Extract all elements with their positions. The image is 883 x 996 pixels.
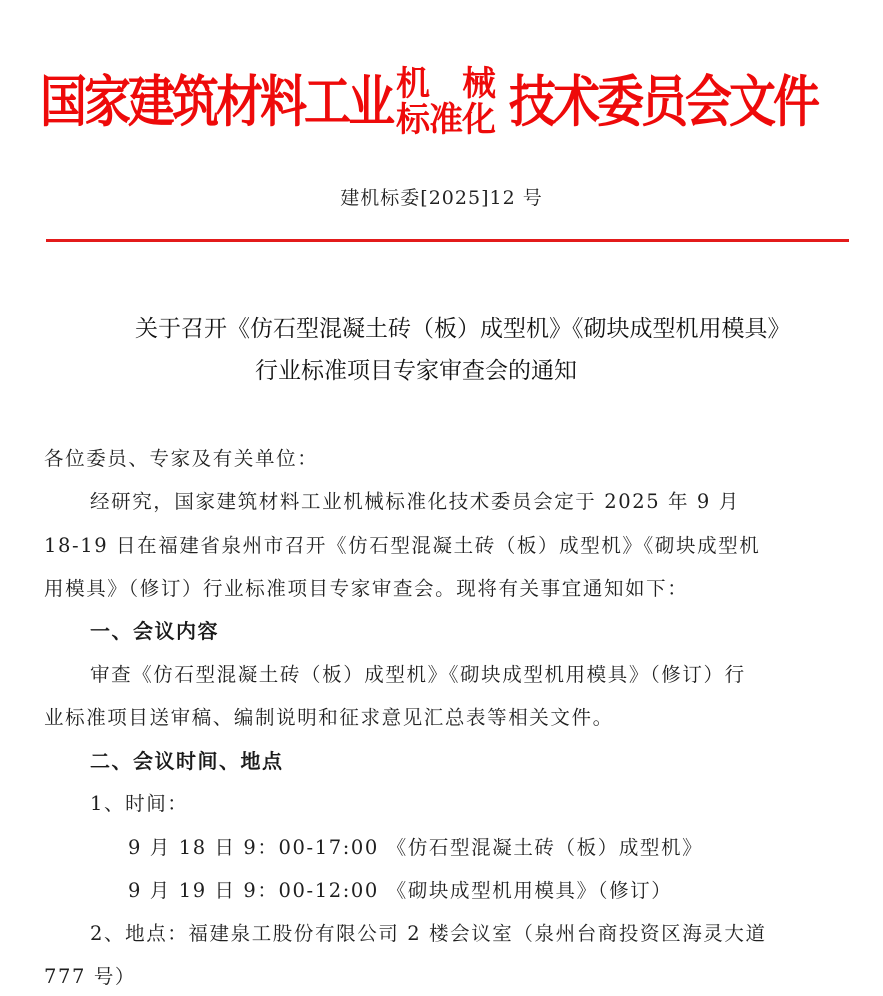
notice-title-line-1: 关于召开《仿石型混凝土砖（板）成型机》《砌块成型机用模具》 bbox=[135, 316, 791, 342]
red-divider bbox=[46, 239, 849, 242]
masthead-right: 技术委员会文件 bbox=[509, 69, 817, 135]
notice-title-line-2: 行业标准项目专家审查会的通知 bbox=[255, 358, 577, 384]
section-2-heading: 二、会议时间、地点 bbox=[90, 749, 284, 773]
masthead-stack-bottom: 标准化 bbox=[396, 100, 495, 140]
masthead-stack-top-right: 械 bbox=[462, 64, 495, 104]
masthead bbox=[40, 62, 817, 142]
section-1-line-2: 业标准项目送审稿、编制说明和征求意见汇总表等相关文件。 bbox=[44, 706, 614, 729]
section-1-line-1: 审查《仿石型混凝土砖（板）成型机》《砌块成型机用模具》（修订）行 bbox=[90, 663, 746, 686]
intro-line-1: 经研究，国家建筑材料工业机械标准化技术委员会定于 2025 年 9 月 bbox=[90, 490, 740, 513]
time-label: 1、时间： bbox=[90, 792, 189, 815]
masthead-stack-top-left: 机 bbox=[396, 64, 429, 104]
salutation: 各位委员、专家及有关单位： bbox=[44, 447, 319, 470]
location-line-2: 777 号） bbox=[44, 965, 137, 988]
location-line-1: 2、地点：福建泉工股份有限公司 2 楼会议室（泉州台商投资区海灵大道 bbox=[90, 922, 767, 945]
intro-line-3: 用模具》（修订）行业标准项目专家审查会。现将有关事宜通知如下： bbox=[44, 577, 689, 600]
section-1-heading: 一、会议内容 bbox=[90, 619, 219, 643]
schedule-item-2: 9 月 19 日 9：00-12:00 《砌块成型机用模具》（修订） bbox=[128, 879, 673, 902]
document-number: 建机标委[2025]12 号 bbox=[340, 187, 543, 209]
masthead-left: 国家建筑材料工业 bbox=[40, 69, 392, 135]
schedule-item-1: 9 月 18 日 9：00-17:00 《仿石型混凝土砖（板）成型机》 bbox=[128, 836, 704, 859]
masthead-stack bbox=[396, 66, 495, 138]
intro-line-2: 18-19 日在福建省泉州市召开《仿石型混凝土砖（板）成型机》《砌块成型机 bbox=[44, 534, 761, 557]
